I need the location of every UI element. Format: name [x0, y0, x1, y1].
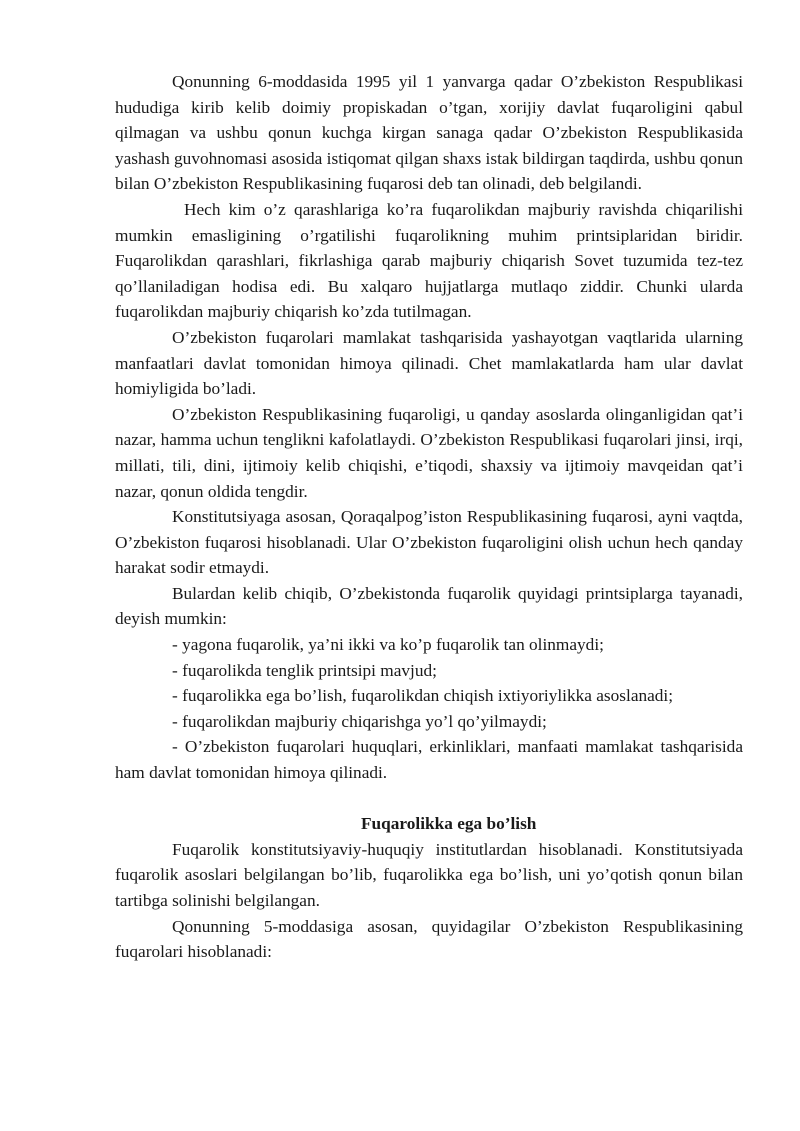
paragraph: Hech kim o’z qarashlariga ko’ra fuqarolikdan majburiy ravishda chiqarilishi mumkin emasligining o’rgatilishi fuqarolikning muhim printsiplaridan biridir. Fuqarolikdan qarashlari, fikrlashiga qarab majburiy chiqarish Sovet tuzumida tez-tez qo’llaniladigan hodisa edi. Bu xalqaro hujjatlarga mutlaqo ziddir. Chunki ularda fuqarolikdan majburiy chiqarish ko’zda tutilmagan. — [115, 199, 743, 322]
list-item: - fuqarolikka ega bo’lish, fuqarolikdan chiqish ixtiyoriylikka asoslanadi; — [172, 686, 674, 706]
paragraph: Qonunning 6-moddasida 1995 yil 1 yanvarga qadar O’zbekiston Respublikasi hududiga kirib kelib doimiy propiskadan o’tgan, xorijiy davlat fuqaroligini qabul qilmagan va ushbu qonun kuchga kirgan sanaga qadar O’zbekiston Respublikasida yashash guvohnomasi asosida istiqomat qilgan shaxs istak bildirgan taqdirda, ushbu qonun bilan O’zbekiston Respublikasining fuqarosi deb tan olinadi, deb belgilandi. — [115, 72, 743, 194]
paragraph: O’zbekiston Respublikasining fuqaroligi, u qanday asoslarda olinganligidan qat’i nazar, hamma uchun tenglikni kafolatlaydi. O’zbekiston Respublikasi fuqarolari jinsi, irqi, millati, tili, dini, ijtimoiy kelib chiqishi, e’tiqodi, shaxsiy va ijtimoiy mavqeidan qat’i nazar, qonun oldida tengdir. — [115, 404, 743, 501]
list-item: - fuqarolikdan majburiy chiqarishga yo’l qo’yilmaydi; — [172, 711, 547, 731]
list-item: - yagona fuqarolik, ya’ni ikki va ko’p fuqarolik tan olinmaydi; — [172, 635, 604, 655]
list-item: - O’zbekiston fuqarolari huquqlari, erkinliklari, manfaati mamlakat tashqarisida ham davlat tomonidan himoya qilinadi. — [115, 737, 743, 783]
section-heading: Fuqarolikka ega bo’lish — [361, 814, 537, 834]
paragraph: O’zbekiston fuqarolari mamlakat tashqarisida yashayotgan vaqtlarida ularning manfaatlari davlat tomonidan himoya qilinadi. Chet mamlakatlarda ham ular davlat homiyligida bo’ladi. — [115, 327, 743, 399]
paragraph: Qonunning 5-moddasiga asosan, quyidagilar O’zbekiston Respublikasining fuqarolari hisoblanadi: — [115, 916, 743, 962]
paragraph: Fuqarolik konstitutsiyaviy-huquqiy institutlardan hisoblanadi. Konstitutsiyada fuqarolik asoslari belgilangan bo’lib, fuqarolikka ega bo’lish, uni yo’qotish qonun bilan tartibga solinishi belgilangan. — [115, 839, 743, 910]
paragraph: Konstitutsiyaga asosan, Qoraqalpog’iston Respublikasining fuqarosi, ayni vaqtda, O’zbekiston fuqarosi hisoblanadi. Ular O’zbekiston fuqaroligini olish uchun hech qanday harakat sodir etmaydi. — [115, 507, 743, 578]
list-item: - fuqarolikda tenglik printsipi mavjud; — [172, 660, 437, 680]
paragraph: Bulardan kelib chiqib, O’zbekistonda fuqarolik quyidagi printsiplarga tayanadi, deyish mumkin: — [115, 583, 743, 629]
